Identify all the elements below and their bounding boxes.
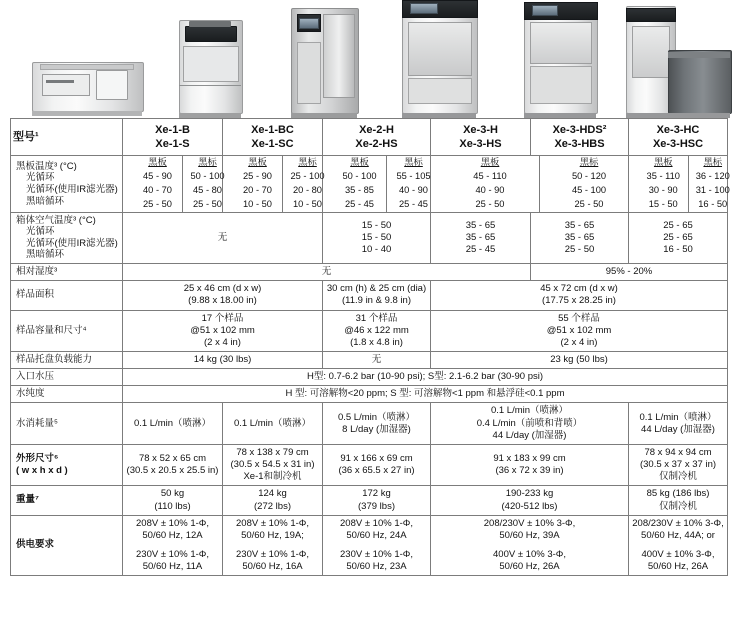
val-bp-5a-0: 35 - 110 bbox=[646, 171, 680, 182]
sc3-l1: @51 x 102 mm bbox=[546, 324, 612, 336]
dimensions-val-3 bbox=[323, 444, 431, 485]
pw2-l0: 208V ± 10% 1-Φ, bbox=[236, 517, 309, 529]
label-black-panel-sub-2: 黑暗循环 bbox=[26, 195, 65, 207]
head-bp-4a: 黑板 bbox=[480, 157, 500, 168]
water-purity-val: H 型: 可溶解物<20 ppm; S 型: 可溶解物<1 ppm 和悬浮硅<0.1 ppm bbox=[123, 386, 728, 403]
black-panel-col-5 bbox=[629, 156, 728, 213]
model-6-line2: Xe-3-HSC bbox=[652, 138, 704, 151]
row-label-water-consumption: 水消耗量⁵ bbox=[11, 403, 123, 444]
row-weight bbox=[11, 486, 728, 515]
row-label-sample-area: 样品面积 bbox=[11, 281, 123, 310]
model-cell-4 bbox=[431, 119, 531, 156]
dimensions-val-1 bbox=[123, 444, 223, 485]
row-label-dimensions bbox=[11, 444, 123, 485]
dim1-l1: (30.5 x 20.5 x 25.5 in) bbox=[126, 465, 219, 477]
weight-val-2 bbox=[223, 486, 323, 515]
wt2-l0: 124 kg bbox=[258, 488, 287, 500]
dimensions-val-2 bbox=[223, 444, 323, 485]
dimensions-val-5 bbox=[629, 444, 728, 485]
model-4-line2: Xe-3-HS bbox=[459, 138, 502, 151]
dim4-l0: 91 x 183 x 99 cm bbox=[493, 452, 566, 464]
head-bp-3b: 黑标 bbox=[387, 156, 441, 170]
black-panel-col-2 bbox=[223, 156, 323, 213]
row-black-panel-temperature bbox=[11, 156, 728, 213]
chamber-air-val-3-l0: 35 - 65 bbox=[465, 219, 496, 231]
row-chamber-air-temperature bbox=[11, 212, 728, 263]
pw2-l4: 50/60 Hz, 16A bbox=[242, 561, 303, 573]
row-label-humidity: 相对湿度³ bbox=[11, 264, 123, 281]
wc4-l0: 0.1 L/min（喷淋） bbox=[490, 405, 569, 417]
water-consumption-val-2 bbox=[223, 403, 323, 444]
wt5-l0: 85 kg (186 lbs) bbox=[646, 488, 710, 500]
head-bp-1b: 黑标 bbox=[183, 156, 233, 170]
dim5-l1: (30.5 x 37 x 37 in) bbox=[639, 459, 717, 471]
dim1-l0: 78 x 52 x 65 cm bbox=[138, 452, 207, 464]
label-dimensions-main: 外形尺寸⁶ bbox=[16, 452, 59, 464]
val-bp-3a-1: 35 - 85 bbox=[345, 184, 374, 195]
sc3-l2: (2 x 4 in) bbox=[560, 336, 598, 348]
sample-area-val-3-l0: 45 x 72 cm (d x w) bbox=[540, 283, 618, 295]
row-label-sample-capacity: 样品容量和尺寸⁴ bbox=[11, 310, 123, 351]
label-chamber-air-main: 箱体空气温度³ (°C) bbox=[16, 214, 96, 226]
model-6-line1: Xe-3-HC bbox=[656, 124, 700, 136]
pw1-l0: 208V ± 10% 1-Φ, bbox=[136, 517, 209, 529]
pw5-l4: 50/60 Hz, 26A bbox=[647, 561, 709, 573]
model-1-line1: Xe-1-B bbox=[155, 124, 190, 136]
model-2-line1: Xe-1-BC bbox=[251, 124, 294, 136]
model-3-line2: Xe-2-HS bbox=[355, 138, 398, 151]
model-4-line1: Xe-3-H bbox=[463, 124, 498, 136]
pw1-l1: 50/60 Hz, 12A bbox=[142, 529, 203, 541]
row-water-purity bbox=[11, 386, 728, 403]
photo-xe-3-h-hs bbox=[380, 0, 500, 118]
wc3-l1: 8 L/day (加湿器) bbox=[342, 423, 411, 435]
model-cell-1 bbox=[123, 119, 223, 156]
sample-capacity-val-3 bbox=[431, 310, 728, 351]
photo-xe-3-hc-hsc bbox=[618, 0, 737, 118]
weight-val-4 bbox=[431, 486, 629, 515]
label-black-panel-sub-0: 光循环 bbox=[26, 172, 55, 184]
row-label-water-purity: 水纯度 bbox=[11, 386, 123, 403]
pw3-l4: 50/60 Hz, 23A bbox=[346, 561, 407, 573]
sc2-l1: @46 x 122 mm bbox=[344, 324, 409, 336]
power-val-4 bbox=[431, 515, 629, 576]
sample-area-val-3-l1: (17.75 x 28.25 in) bbox=[542, 295, 616, 307]
row-inlet-water-pressure bbox=[11, 369, 728, 386]
row-label-power: 供电要求 bbox=[11, 515, 123, 576]
wc2-l0: 0.1 L/min（喷淋） bbox=[233, 417, 312, 429]
sample-area-val-2-l0: 30 cm (h) & 25 cm (dia) bbox=[326, 283, 427, 295]
val-bp-1a-0: 45 - 90 bbox=[143, 171, 172, 182]
chamber-air-val-4-l2: 25 - 50 bbox=[564, 243, 595, 255]
row-tray-load-capacity bbox=[11, 351, 728, 368]
row-sample-capacity bbox=[11, 310, 728, 351]
sample-area-val-3 bbox=[431, 281, 728, 310]
sc1-l1: @51 x 102 mm bbox=[190, 324, 255, 336]
row-label-black-panel bbox=[11, 156, 123, 213]
val-bp-3b-1: 40 - 90 bbox=[387, 184, 441, 198]
wc4-l1: 0.4 L/min（前喷和背喷） bbox=[476, 417, 583, 429]
black-panel-col-1 bbox=[123, 156, 223, 213]
sc1-l0: 17 个样品 bbox=[201, 312, 244, 324]
head-bp-5a: 黑板 bbox=[653, 157, 673, 168]
wt4-l0: 190-233 kg bbox=[505, 488, 554, 500]
wc1-l0: 0.1 L/min（喷淋） bbox=[133, 417, 212, 429]
dimensions-val-4 bbox=[431, 444, 629, 485]
val-bp-3b-0: 55 - 105 bbox=[387, 170, 441, 184]
val-bp-5a-2: 15 - 50 bbox=[648, 198, 678, 209]
wt2-l1: (272 lbs) bbox=[254, 500, 291, 512]
row-label-weight: 重量⁷ bbox=[11, 486, 123, 515]
chamber-air-val-2-l0: 15 - 50 bbox=[361, 219, 392, 231]
val-bp-1a-2: 25 - 50 bbox=[143, 198, 172, 209]
pw2-l3: 230V ± 10% 1-Φ, bbox=[236, 549, 309, 560]
val-bp-1b-1: 45 - 80 bbox=[183, 184, 233, 198]
wt3-l1: (379 lbs) bbox=[358, 500, 395, 512]
black-panel-col-4 bbox=[431, 156, 629, 213]
pw1-l4: 50/60 Hz, 11A bbox=[142, 561, 203, 573]
sample-area-val-1 bbox=[123, 281, 323, 310]
head-bp-5b: 黑标 bbox=[688, 156, 737, 170]
sample-capacity-val-1 bbox=[123, 310, 323, 351]
water-consumption-val-5 bbox=[629, 403, 728, 444]
model-cell-6 bbox=[629, 119, 728, 156]
specification-table bbox=[10, 118, 728, 576]
model-2-line2: Xe-1-SC bbox=[251, 138, 294, 151]
tray-load-val-3: 23 kg (50 lbs) bbox=[431, 351, 728, 368]
label-dimensions-sub: ( w x h x d ) bbox=[16, 465, 68, 477]
pw4-gap bbox=[434, 542, 625, 549]
model-cell-2 bbox=[223, 119, 323, 156]
dim5-l0: 78 x 94 x 94 cm bbox=[644, 446, 712, 458]
val-bp-5b-2: 16 - 50 bbox=[688, 198, 737, 212]
photo-xe-1-bc-sc bbox=[155, 0, 265, 118]
sample-area-val-1-l0: 25 x 46 cm (d x w) bbox=[183, 283, 262, 295]
chamber-air-val-5-l2: 16 - 50 bbox=[663, 243, 693, 255]
wt5-l1: 仅制冷机 bbox=[658, 500, 697, 512]
weight-val-3 bbox=[323, 486, 431, 515]
pw3-l1: 50/60 Hz, 24A bbox=[346, 529, 407, 541]
wt3-l0: 172 kg bbox=[362, 488, 391, 500]
val-bp-2b-1: 20 - 80 bbox=[283, 184, 333, 198]
row-label-model: 型号¹ bbox=[11, 119, 123, 156]
model-5-line1: Xe-3-HDS² bbox=[552, 124, 607, 136]
pw2-gap bbox=[226, 542, 319, 549]
pw4-l4: 50/60 Hz, 26A bbox=[499, 561, 560, 573]
pw3-l0: 208V ± 10% 1-Φ, bbox=[340, 517, 413, 529]
chamber-air-val-1: 无 bbox=[123, 212, 323, 263]
val-bp-1a-1: 40 - 70 bbox=[143, 184, 172, 195]
pw5-gap bbox=[632, 542, 724, 549]
chamber-air-val-4 bbox=[531, 212, 629, 263]
head-bp-4b: 黑标 bbox=[540, 156, 639, 170]
dim3-l1: (36 x 65.5 x 27 in) bbox=[338, 465, 415, 477]
wt1-l1: (110 lbs) bbox=[154, 500, 191, 512]
power-val-2 bbox=[223, 515, 323, 576]
photo-xe-3-hds-hbs bbox=[500, 0, 618, 118]
dim2-l1: (30.5 x 54.5 x 31 in) bbox=[230, 459, 315, 471]
label-black-panel-sub-1: 光循环(使用IR滤光器) bbox=[26, 183, 118, 195]
val-bp-5b-1: 31 - 100 bbox=[688, 184, 737, 198]
wc3-l0: 0.5 L/min（喷淋） bbox=[337, 411, 416, 423]
val-bp-5a-1: 30 - 90 bbox=[648, 184, 678, 195]
chamber-air-val-4-l0: 35 - 65 bbox=[564, 219, 595, 231]
chamber-air-val-2-l2: 10 - 40 bbox=[361, 243, 392, 255]
wt1-l0: 50 kg bbox=[160, 488, 185, 500]
val-bp-4b-2: 25 - 50 bbox=[540, 198, 639, 212]
val-bp-3b-2: 25 - 45 bbox=[387, 198, 441, 212]
pw5-l3: 400V ± 10% 3-Φ, bbox=[641, 549, 715, 560]
head-bp-2a: 黑板 bbox=[248, 157, 267, 168]
model-3-line1: Xe-2-H bbox=[359, 124, 394, 136]
sc2-l2: (1.8 x 4.8 in) bbox=[350, 336, 403, 348]
model-cell-3 bbox=[323, 119, 431, 156]
val-bp-4a-2: 25 - 50 bbox=[475, 198, 505, 209]
dim2-l0: 78 x 138 x 79 cm bbox=[236, 446, 309, 458]
pw4-l0: 208/230V ± 10% 3-Φ, bbox=[483, 517, 576, 529]
sc1-l2: (2 x 4 in) bbox=[204, 336, 241, 348]
table-header-row bbox=[11, 119, 728, 156]
tray-load-val-1: 14 kg (30 lbs) bbox=[123, 351, 323, 368]
dim5-l2: 仅制冷机 bbox=[658, 471, 697, 483]
chamber-air-val-3-l1: 35 - 65 bbox=[465, 231, 496, 243]
val-bp-3a-2: 25 - 45 bbox=[345, 198, 374, 209]
model-cell-5 bbox=[531, 119, 629, 156]
sample-area-val-2-l1: (11.9 in & 9.8 in) bbox=[341, 295, 411, 307]
humidity-val-2: 95% - 20% bbox=[531, 264, 728, 281]
sc2-l0: 31 个样品 bbox=[355, 312, 398, 324]
head-bp-1a: 黑板 bbox=[148, 157, 167, 168]
chamber-air-val-3 bbox=[431, 212, 531, 263]
chamber-air-val-5-l1: 25 - 65 bbox=[663, 231, 693, 243]
weight-val-1 bbox=[123, 486, 223, 515]
water-consumption-val-3 bbox=[323, 403, 431, 444]
pw2-l1: 50/60 Hz, 19A; bbox=[241, 529, 304, 541]
val-bp-4b-0: 50 - 120 bbox=[540, 170, 639, 184]
inlet-pressure-val: H型: 0.7-6.2 bar (10-90 psi); S型: 2.1-6.2 bar (30-90 psi) bbox=[123, 369, 728, 386]
val-bp-1b-2: 25 - 50 bbox=[183, 198, 233, 212]
val-bp-2a-0: 25 - 90 bbox=[243, 171, 272, 182]
chamber-air-val-2 bbox=[323, 212, 431, 263]
photo-xe-1-b-s bbox=[0, 0, 155, 118]
wc5-l0: 0.1 L/min（喷淋） bbox=[639, 411, 717, 423]
dim2-l2: Xe-1和制冷机 bbox=[243, 471, 302, 483]
row-water-consumption bbox=[11, 403, 728, 444]
pw3-l3: 230V ± 10% 1-Φ, bbox=[340, 549, 413, 560]
val-bp-2b-0: 25 - 100 bbox=[283, 170, 333, 184]
row-power-requirements bbox=[11, 515, 728, 576]
chamber-air-val-4-l1: 35 - 65 bbox=[564, 231, 595, 243]
val-bp-4b-1: 45 - 100 bbox=[540, 184, 639, 198]
wc4-l2: 44 L/day (加湿器) bbox=[492, 429, 567, 441]
pw4-l1: 50/60 Hz, 39A bbox=[499, 529, 560, 541]
val-bp-5b-0: 36 - 120 bbox=[688, 170, 737, 184]
row-dimensions bbox=[11, 444, 728, 485]
chamber-air-val-2-l1: 15 - 50 bbox=[361, 231, 392, 243]
pw1-gap bbox=[126, 542, 219, 549]
row-label-tray-load: 样品托盘负载能力 bbox=[11, 351, 123, 368]
val-bp-3a-0: 50 - 100 bbox=[342, 171, 377, 182]
power-val-5 bbox=[629, 515, 728, 576]
humidity-val-1: 无 bbox=[123, 264, 531, 281]
label-chamber-air-sub-2: 黑暗循环 bbox=[26, 249, 65, 261]
row-label-inlet-pressure: 入口水压 bbox=[11, 369, 123, 386]
weight-val-5 bbox=[629, 486, 728, 515]
power-val-1 bbox=[123, 515, 223, 576]
row-label-chamber-air bbox=[11, 212, 123, 263]
power-val-3 bbox=[323, 515, 431, 576]
pw1-l3: 230V ± 10% 1-Φ, bbox=[136, 549, 209, 560]
pw5-l0: 208/230V ± 10% 3-Φ, bbox=[632, 517, 724, 529]
water-consumption-val-1 bbox=[123, 403, 223, 444]
sample-area-val-1-l1: (9.88 x 18.00 in) bbox=[188, 295, 257, 307]
dim4-l1: (36 x 72 x 39 in) bbox=[495, 465, 564, 477]
head-bp-2b: 黑标 bbox=[283, 156, 333, 170]
sc3-l0: 55 个样品 bbox=[558, 312, 600, 324]
row-sample-area bbox=[11, 281, 728, 310]
val-bp-1b-0: 50 - 100 bbox=[183, 170, 233, 184]
dim3-l0: 91 x 166 x 69 cm bbox=[340, 452, 413, 464]
label-black-panel-main: 黑板温度³ (°C) bbox=[16, 160, 77, 172]
wt4-l1: (420-512 lbs) bbox=[501, 500, 558, 512]
chamber-air-val-5 bbox=[629, 212, 728, 263]
model-1-line2: Xe-1-S bbox=[155, 138, 190, 151]
water-consumption-val-4 bbox=[431, 403, 629, 444]
model-5-line2: Xe-3-HBS bbox=[554, 138, 605, 151]
chamber-air-val-5-l0: 25 - 65 bbox=[663, 219, 693, 231]
val-bp-2a-2: 10 - 50 bbox=[243, 198, 272, 209]
val-bp-4a-1: 40 - 90 bbox=[475, 184, 505, 195]
label-chamber-air-sub-0: 光循环 bbox=[26, 226, 55, 238]
sample-area-val-2 bbox=[323, 281, 431, 310]
chamber-air-val-3-l2: 25 - 45 bbox=[465, 243, 496, 255]
tray-load-val-2: 无 bbox=[323, 351, 431, 368]
pw5-l1: 50/60 Hz, 44A; or bbox=[641, 529, 715, 541]
val-bp-2a-1: 20 - 70 bbox=[243, 184, 272, 195]
pw3-gap bbox=[326, 542, 427, 549]
label-chamber-air-sub-1: 光循环(使用IR滤光器) bbox=[26, 237, 118, 249]
black-panel-col-3 bbox=[323, 156, 431, 213]
val-bp-4a-0: 45 - 110 bbox=[473, 171, 507, 182]
head-bp-3a: 黑板 bbox=[350, 157, 369, 168]
product-photo-strip bbox=[0, 0, 737, 118]
photo-xe-2-h-hs bbox=[265, 0, 380, 118]
val-bp-2b-2: 10 - 50 bbox=[283, 198, 333, 212]
pw4-l3: 400V ± 10% 3-Φ, bbox=[493, 549, 566, 560]
row-relative-humidity bbox=[11, 264, 728, 281]
sample-capacity-val-2 bbox=[323, 310, 431, 351]
wc5-l1: 44 L/day (加湿器) bbox=[641, 423, 715, 435]
